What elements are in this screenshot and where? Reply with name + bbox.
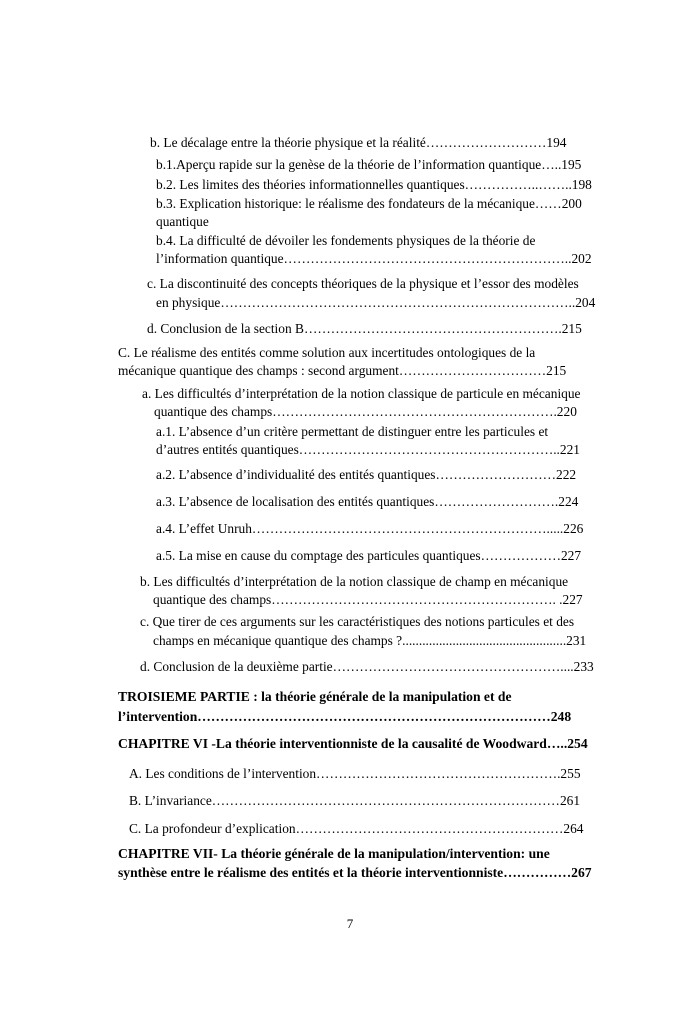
toc-entry-b3-cont: quantique xyxy=(156,214,209,229)
toc-entry-section-c-cont: mécanique quantique des champs : second argument……………………………215 xyxy=(118,363,567,378)
toc-part-three-heading-cont: l’intervention……………………………………………………………………248 xyxy=(118,709,572,724)
toc-entry-b1: b.1.Aperçu rapide sur la genèse de la théorie de l’information quantique…..195 xyxy=(156,157,582,172)
toc-entry-C: C. La profondeur d’explication……………………………………………………264 xyxy=(129,821,584,836)
toc-entry-section-c: C. Le réalisme des entités comme solution aux incertitudes ontologiques de la xyxy=(118,345,536,360)
toc-entry-b4: b.4. La difficulté de dévoiler les fondements physiques de la théorie de xyxy=(156,233,536,248)
toc-entry-a3: a.3. L’absence de localisation des entités quantiques……………………….224 xyxy=(156,494,579,509)
toc-entry-c-args: c. Que tirer de ces arguments sur les caractéristiques des notions particules et des xyxy=(140,614,575,629)
toc-part-three-heading: TROISIEME PARTIE : la théorie générale de la manipulation et de xyxy=(118,689,512,704)
toc-entry-a2: a.2. L’absence d’individualité des entités quantiques………………………222 xyxy=(156,467,577,482)
toc-entry-d: d. Conclusion de la section B………………………………………………….215 xyxy=(147,321,582,336)
toc-entry-B: B. L’invariance……………………………………………………………………261 xyxy=(129,793,581,808)
toc-chapter-six: CHAPITRE VI -La théorie interventionniste de la causalité de Woodward…..254 xyxy=(118,736,588,751)
toc-entry-c: c. La discontinuité des concepts théoriques de la physique et l’essor des modèles xyxy=(147,276,579,291)
toc-entry-b3: b.3. Explication historique: le réalisme des fondateurs de la mécanique……200 xyxy=(156,196,582,211)
toc-entry-a: a. Les difficultés d’interprétation de la notion classique de particule en mécanique xyxy=(142,386,581,401)
toc-entry-b4-cont: l’information quantique………………………………………………………..202 xyxy=(156,251,592,266)
toc-entry-c-cont: en physique……………………………………………………………………..204 xyxy=(156,295,596,310)
toc-entry-A: A. Les conditions de l’intervention……………………………………………….255 xyxy=(129,766,581,781)
toc-entry-a1-cont: d’autres entités quantiques…………………………………………………..221 xyxy=(156,442,580,457)
toc-entry-a4: a.4. L’effet Unruh………………………………………………………….....226 xyxy=(156,521,584,536)
toc-entry-b-champ: b. Les difficultés d’interprétation de la notion classique de champ en mécanique xyxy=(140,574,569,589)
page-number: 7 xyxy=(346,916,354,931)
toc-chapter-seven-cont: synthèse entre le réalisme des entités et la théorie interventionniste……………267 xyxy=(118,865,592,880)
toc-entry-a-cont: quantique des champs……………………………………………………….220 xyxy=(154,404,577,419)
toc-entry-a5: a.5. La mise en cause du comptage des particules quantiques………………227 xyxy=(156,548,582,563)
toc-entry-b: b. Le décalage entre la théorie physique et la réalité………………………194 xyxy=(150,135,567,150)
toc-entry-c-args-cont: champs en mécanique quantique des champs ?.................................................231 xyxy=(153,633,587,648)
toc-chapter-seven: CHAPITRE VII- La théorie générale de la manipulation/intervention: une xyxy=(118,846,550,861)
toc-entry-d-conclusion: d. Conclusion de la deuxième partie……………………………………………....233 xyxy=(140,659,594,674)
toc-entry-b2: b.2. Les limites des théories informationnelles quantiques……………..……..198 xyxy=(156,177,592,192)
toc-entry-b-champ-cont: quantique des champs………………………………………………………. .227 xyxy=(153,592,583,607)
toc-entry-a1: a.1. L’absence d’un critère permettant de distinguer entre les particules et xyxy=(156,424,549,439)
